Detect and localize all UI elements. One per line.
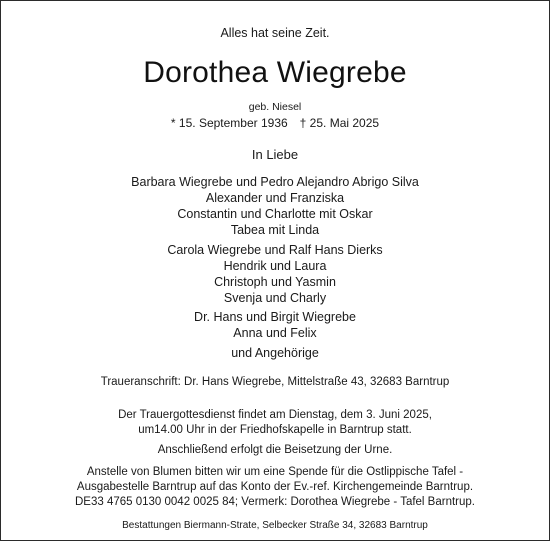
donation-line: Anstelle von Blumen bitten wir um eine Spende für die Ostlippische Tafel -	[86, 466, 464, 478]
undertaker-line: Bestattungen Biermann-Strate, Selbecker Straße 34, 32683 Barntrup	[122, 520, 428, 531]
mourning-address: Traueranschrift: Dr. Hans Wiegrebe, Mittelstraße 43, 32683 Barntrup	[100, 376, 450, 388]
donation-line: DE33 4765 0130 0042 0025 84; Vermerk: Dorothea Wiegrebe - Tafel Barntrup.	[75, 496, 475, 508]
death-date: † 25. Mai 2025	[299, 116, 380, 130]
mourner-line: Constantin und Charlotte mit Oskar	[177, 207, 373, 221]
donation-line: Ausgabestelle Barntrup auf das Konto der Ev.-ref. Kirchengemeinde Barntrup.	[76, 481, 474, 493]
birth-date: * 15. September 1936	[170, 116, 288, 130]
burial-line: Anschließend erfolgt die Beisetzung der Urne.	[157, 444, 393, 456]
mourner-line: Christoph und Yasmin	[214, 275, 336, 289]
relatives-line: und Angehörige	[231, 346, 319, 360]
deceased-name: Dorothea Wiegrebe	[143, 56, 407, 89]
mourner-line: Barbara Wiegrebe und Pedro Alejandro Abrigo Silva	[131, 175, 419, 189]
life-dates	[0, 117, 550, 129]
mourner-line: Anna und Felix	[233, 326, 317, 340]
motto: Alles hat seine Zeit.	[220, 26, 330, 40]
mourner-line: Carola Wiegrebe und Ralf Hans Dierks	[167, 243, 383, 257]
birth-name: geb. Niesel	[248, 101, 302, 113]
in-love-heading: In Liebe	[251, 147, 299, 162]
mourner-line: Svenja und Charly	[223, 291, 327, 305]
mourner-line: Tabea mit Linda	[230, 223, 320, 237]
mourner-line: Hendrik und Laura	[223, 259, 327, 273]
mourner-line: Alexander und Franziska	[205, 191, 345, 205]
service-line: Der Trauergottesdienst findet am Dienstag, dem 3. Juni 2025,	[118, 409, 432, 421]
service-line: um14.00 Uhr in der Friedhofskapelle in Barntrup statt.	[138, 424, 412, 436]
mourner-line: Dr. Hans und Birgit Wiegrebe	[194, 310, 356, 324]
